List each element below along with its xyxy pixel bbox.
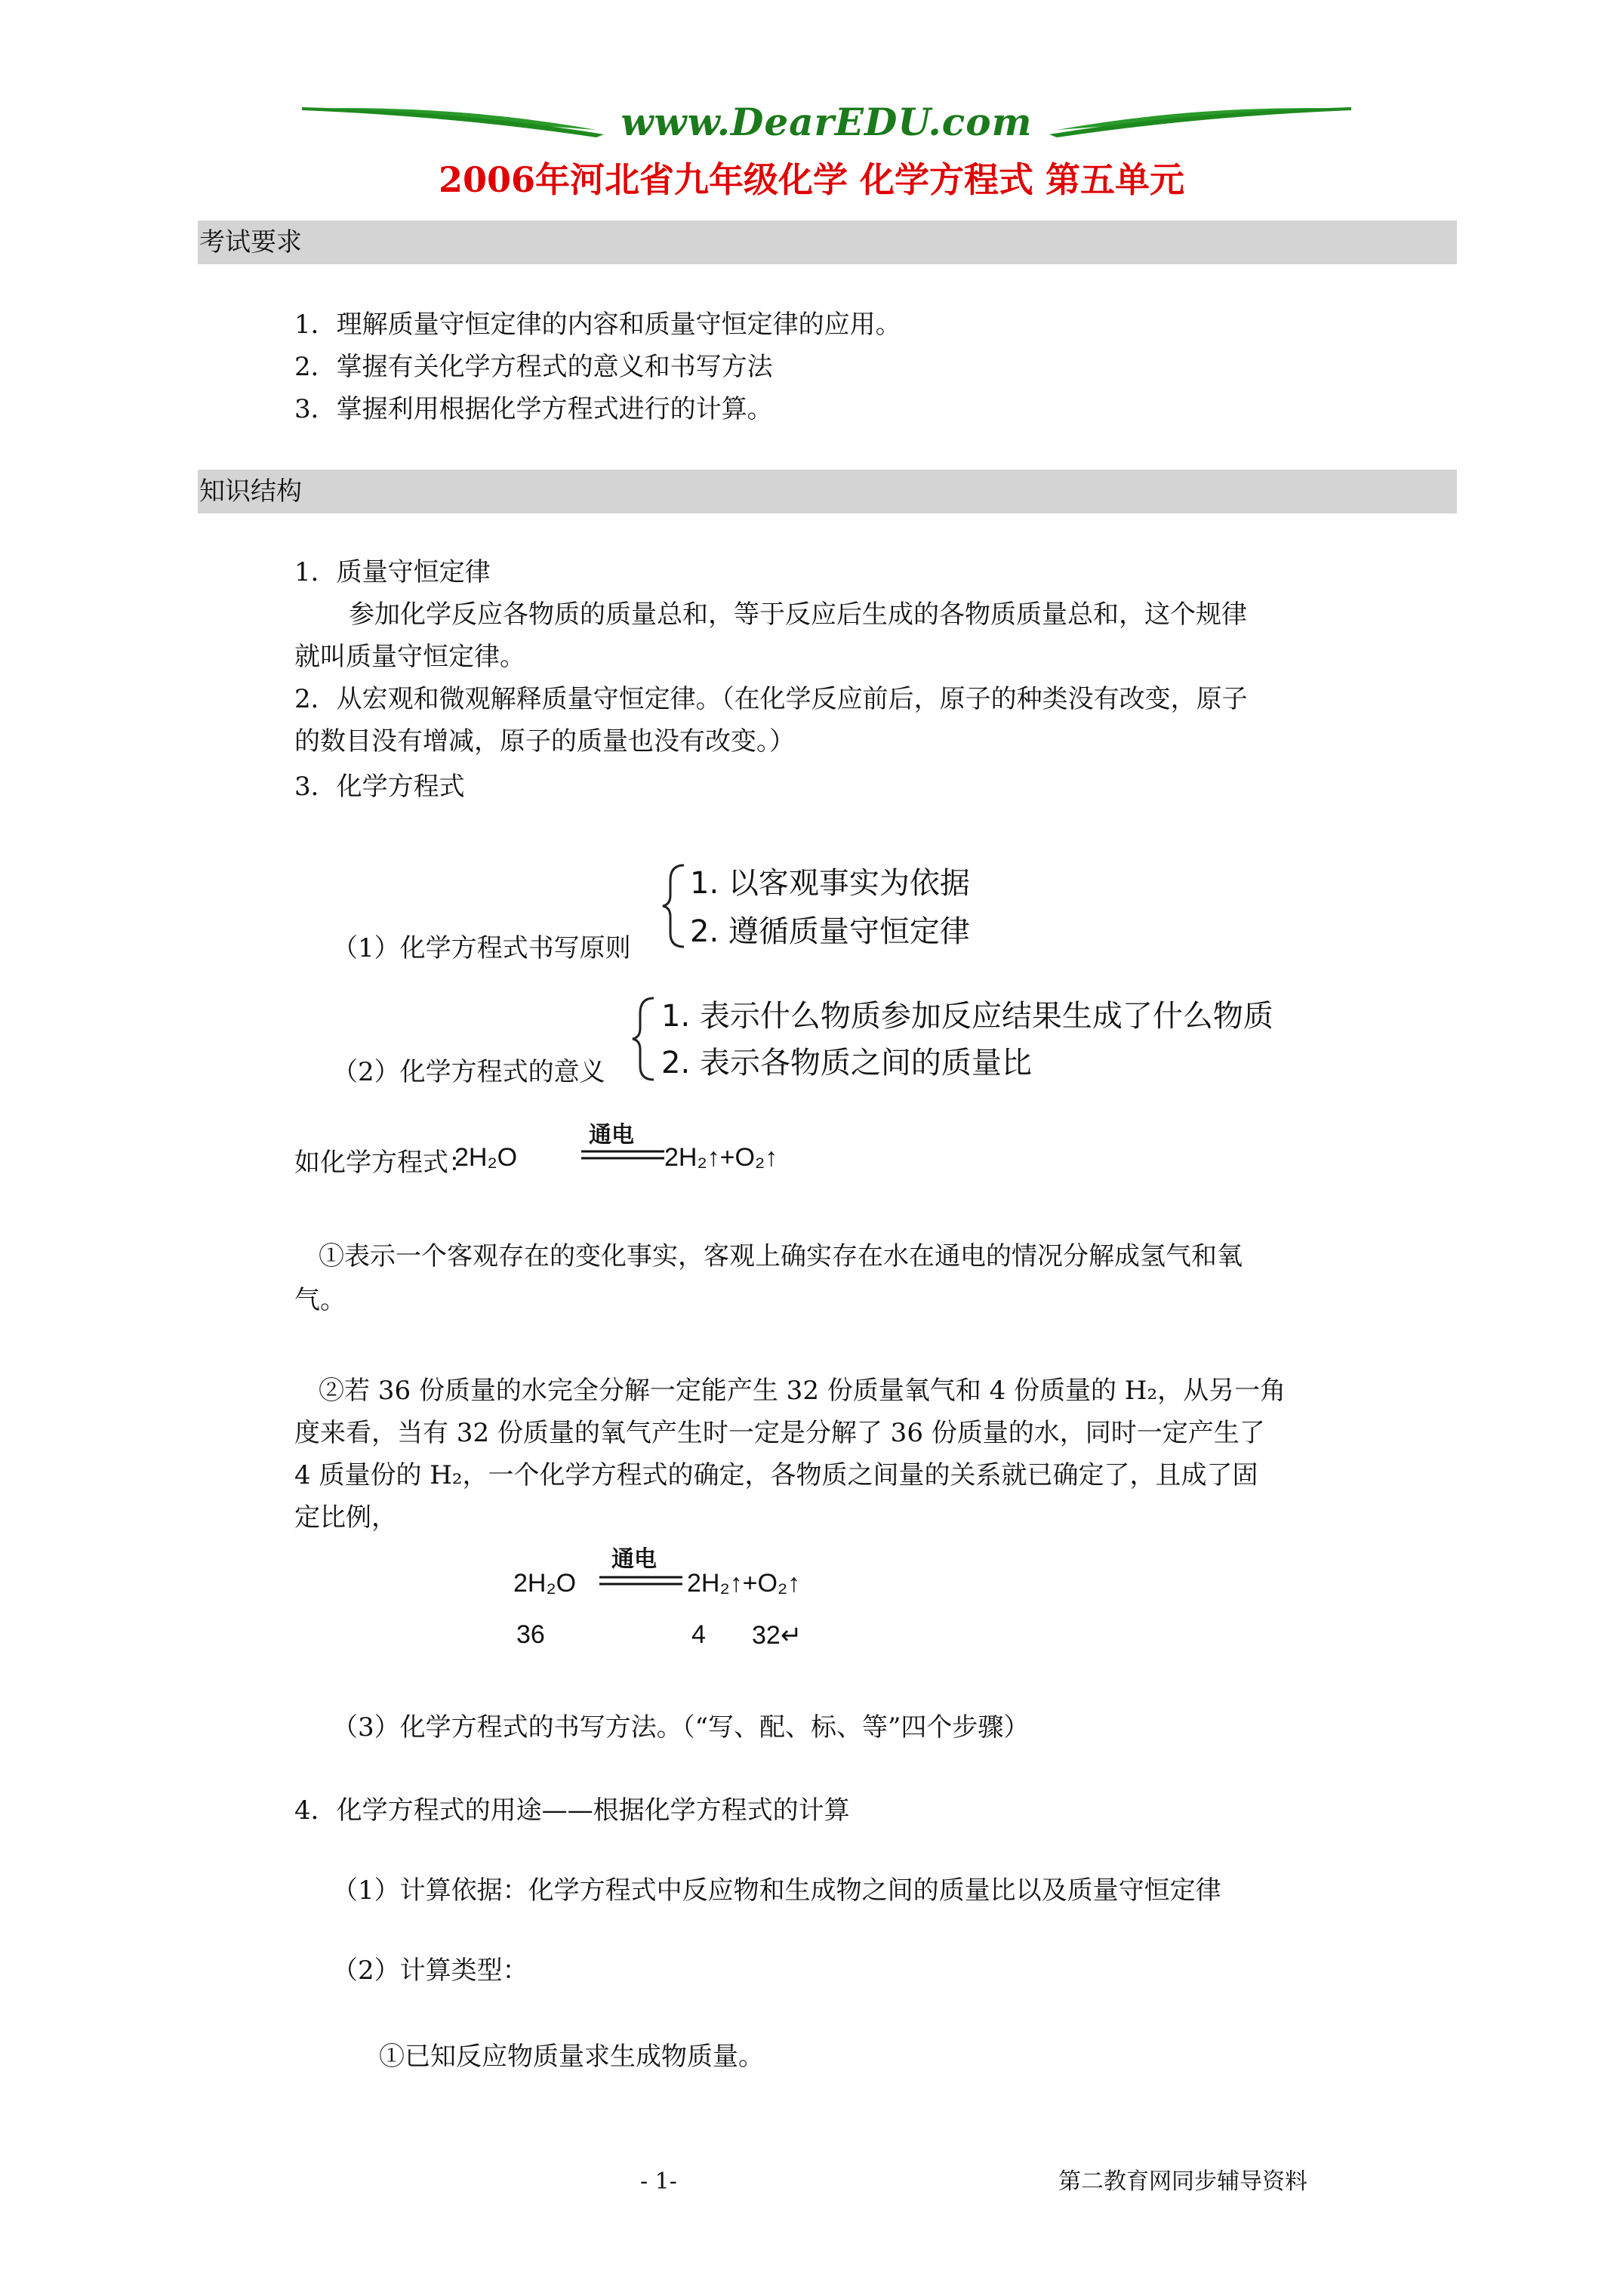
equation-condition: 通电 bbox=[589, 1123, 634, 1148]
equation-products: 2H₂↑+O₂↑ bbox=[664, 1143, 778, 1172]
note-2-line-1: ②若 36 份质量的水完全分解一定能产生 32 份质量氧气和 4 份质量的 H₂，从另一角 bbox=[319, 1376, 1286, 1406]
note-1-line-2: 气。 bbox=[294, 1285, 346, 1315]
equation-reactant: 2H₂O bbox=[454, 1143, 518, 1172]
principle-item-1: 1. 以客观事实为依据 bbox=[690, 866, 970, 901]
page-title: 2006年河北省九年级化学 化学方程式 第五单元 bbox=[438, 159, 1185, 200]
calc-types: （2）计算类型： bbox=[332, 1955, 528, 1986]
page-number: - 1- bbox=[640, 2168, 677, 2195]
example-label: 如化学方程式： bbox=[294, 1148, 474, 1178]
point-2-line-1: 2．从宏观和微观解释质量守恒定律。（在化学反应前后，原子的种类没有改变，原子 bbox=[294, 684, 1248, 714]
logo-text: www.DearEDU.com bbox=[621, 100, 1033, 144]
principle-item-2: 2. 遵循质量守恒定律 bbox=[690, 914, 970, 949]
point-4-title: 4．化学方程式的用途——根据化学方程式的计算 bbox=[294, 1795, 850, 1826]
equation-2-reactant: 2H₂O bbox=[513, 1569, 577, 1598]
mass-hydrogen: 4 bbox=[691, 1620, 706, 1649]
note-2-line-2: 度来看，当有 32 份质量的氧气产生时一定是分解了 36 份质量的水，同时一定产生了 bbox=[294, 1418, 1265, 1448]
principle-label: （1）化学方程式书写原则 bbox=[332, 933, 631, 963]
point-3-title: 3．化学方程式 bbox=[294, 772, 465, 802]
section-heading-knowledge-structure: 知识结构 bbox=[198, 470, 1457, 513]
mass-oxygen: 32↵ bbox=[752, 1621, 802, 1650]
meaning-item-2: 2. 表示各物质之间的质量比 bbox=[661, 1046, 1032, 1080]
note-1-line-1: ①表示一个客观存在的变化事实，客观上确实存在水在通电的情况分解成氢气和氧 bbox=[319, 1241, 1243, 1271]
meaning-label: （2）化学方程式的意义 bbox=[332, 1057, 605, 1087]
calc-type-1: ①已知反应物质量求生成物质量。 bbox=[379, 2042, 764, 2072]
brace-icon bbox=[630, 994, 660, 1084]
requirement-item-1: 1．理解质量守恒定律的内容和质量守恒定律的应用。 bbox=[294, 310, 901, 340]
requirement-item-2: 2．掌握有关化学方程式的意义和书写方法 bbox=[294, 352, 773, 382]
point-1-line-1: 参加化学反应各物质的质量总和，等于反应后生成的各物质质量总和，这个规律 bbox=[349, 599, 1247, 630]
point-2-line-2: 的数目没有增减，原子的质量也没有改变。） bbox=[294, 726, 795, 757]
footer-source: 第二教育网同步辅导资料 bbox=[1058, 2168, 1307, 2195]
note-2-line-3: 4 质量份的 H₂，一个化学方程式的确定，各物质之间量的关系就已确定了，且成了固 bbox=[294, 1460, 1258, 1490]
brace-icon bbox=[660, 861, 690, 951]
section-heading-exam-requirements: 考试要求 bbox=[198, 220, 1457, 264]
equation-2-products: 2H₂↑+O₂↑ bbox=[687, 1569, 801, 1598]
site-logo bbox=[302, 97, 1351, 157]
meaning-item-1: 1. 表示什么物质参加反应结果生成了什么物质 bbox=[661, 999, 1273, 1034]
point-1-line-2: 就叫质量守恒定律。 bbox=[294, 642, 525, 672]
mass-water: 36 bbox=[516, 1620, 545, 1649]
equals-sign-icon bbox=[599, 1573, 682, 1589]
point-1-title: 1．质量守恒定律 bbox=[294, 557, 491, 587]
equals-sign-icon bbox=[581, 1148, 664, 1163]
calc-basis: （1）计算依据：化学方程式中反应物和生成物之间的质量比以及质量守恒定律 bbox=[332, 1875, 1221, 1906]
equation-2-condition: 通电 bbox=[611, 1547, 657, 1572]
requirement-item-3: 3．掌握利用根据化学方程式进行的计算。 bbox=[294, 394, 773, 424]
writing-method: （3）化学方程式的书写方法。（“写、配、标、等”四个步骤） bbox=[332, 1712, 1030, 1743]
note-2-line-4: 定比例， bbox=[294, 1502, 397, 1533]
